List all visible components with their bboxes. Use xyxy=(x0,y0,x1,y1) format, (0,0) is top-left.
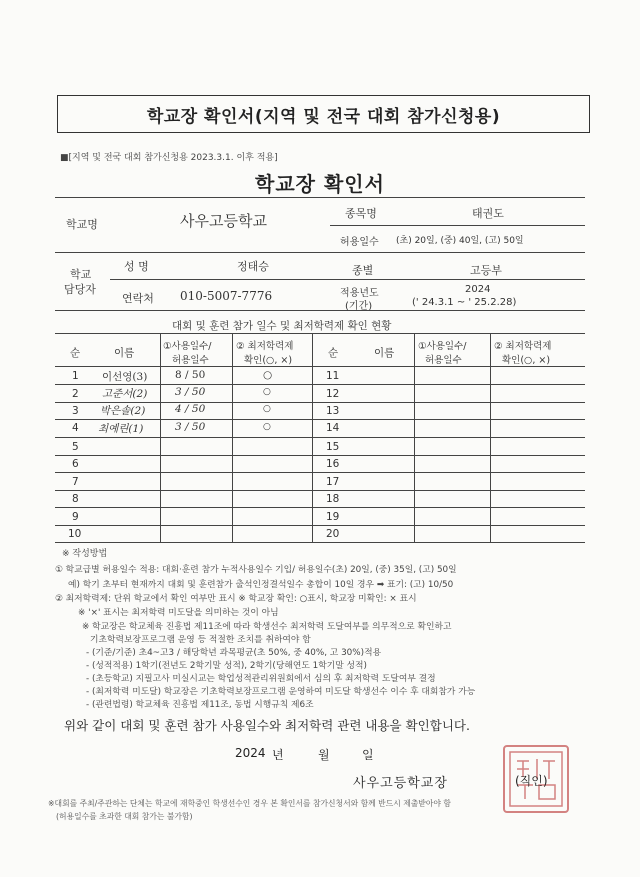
header-check: 확인(○, ×) xyxy=(244,355,293,366)
note-line: 기초학력보장프로그램 운영 등 적절한 조치를 취하여야 함 xyxy=(90,635,311,645)
row-divider xyxy=(55,507,585,508)
school-name: 사우고등학교 xyxy=(180,212,267,230)
division-value: 고등부 xyxy=(470,264,502,277)
manager-label: 학교 xyxy=(70,268,92,281)
row-divider xyxy=(55,472,585,473)
date-month-label: 월 xyxy=(318,748,330,762)
header-no: 순 xyxy=(328,347,339,359)
row-name: 고준서(2) xyxy=(102,388,148,400)
row-no: 13 xyxy=(326,405,340,417)
header-check: 확인(○, ×) xyxy=(502,355,551,366)
application-note: ■[지역 및 전국 대회 참가신청용 2023.3.1. 이후 적용] xyxy=(60,153,278,163)
row-days: 4 / 50 xyxy=(175,403,206,415)
table-caption: 대회 및 훈련 참가 일수 및 최저학력제 확인 현황 xyxy=(172,320,392,332)
row-no: 8 xyxy=(72,493,79,505)
row-name: 최예린(1) xyxy=(98,423,144,435)
row-no: 11 xyxy=(326,370,340,382)
row-no: 12 xyxy=(326,388,340,400)
info-divider xyxy=(55,252,585,253)
row-divider xyxy=(55,455,585,456)
table-bottom-border xyxy=(55,542,585,543)
row-check: ○ xyxy=(263,404,271,414)
date-year-label: 년 xyxy=(272,748,284,762)
table-header-border xyxy=(55,366,585,367)
row-divider xyxy=(55,490,585,491)
row-divider xyxy=(55,384,585,385)
info-bottom-border xyxy=(55,310,585,311)
header-no: 순 xyxy=(70,347,81,359)
footer-note: (허용일수를 초과한 대회 참가는 불가함) xyxy=(56,812,193,821)
document-top-title: 학교장 확인서(지역 및 전국 대회 참가신청용) xyxy=(57,95,590,133)
row-no: 2 xyxy=(72,388,79,400)
allowed-days-value: (초) 20일, (중) 40일, (고) 50일 xyxy=(396,236,524,246)
table-top-border xyxy=(55,333,585,334)
note-line: - (관련법령) 학교체육 진흥법 제11조, 동법 시행규칙 제6조 xyxy=(86,700,314,710)
row-no: 18 xyxy=(326,493,340,505)
row-no: 5 xyxy=(72,441,79,453)
row-check: ○ xyxy=(263,422,271,432)
row-no: 17 xyxy=(326,476,340,488)
note-line: 예) 학기 초부터 현재까지 대회 및 훈련참가 출석인정결석일수 총합이 10일 경우 ➡ 표기: (고) 10/50 xyxy=(68,580,454,590)
header-name: 이름 xyxy=(114,347,135,359)
event-label: 종목명 xyxy=(345,207,377,220)
year-value: 2024 xyxy=(465,284,491,295)
header-days: ①사용일수/ xyxy=(163,341,212,352)
note-line: - (초등학교) 지필고사 미실시교는 학업성적관리위원회에서 심의 후 최저학력 도달여부 결정 xyxy=(86,674,436,684)
info-divider xyxy=(330,225,585,226)
row-days: 3 / 50 xyxy=(175,421,206,433)
footer-note: ※대회를 주최/주관하는 단체는 학교에 재학중인 학생선수인 경우 본 확인서를 참가신청서와 함께 반드시 제출받아야 함 xyxy=(48,799,451,808)
row-divider xyxy=(55,525,585,526)
confirmation-statement: 위와 같이 대회 및 훈련 참가 사용일수와 최저학력 관련 내용을 확인합니다. xyxy=(64,718,470,733)
row-no: 1 xyxy=(72,370,79,382)
row-no: 6 xyxy=(72,458,79,470)
row-no: 10 xyxy=(68,528,82,540)
row-no: 7 xyxy=(72,476,79,488)
note-line: - (성적적용) 1학기(전년도 2학기말 성적), 2학기(당해연도 1학기말 성적) xyxy=(86,661,367,671)
row-check: ○ xyxy=(263,369,273,381)
main-title: 학교장 확인서 xyxy=(255,172,385,196)
row-name: 박은솔(2) xyxy=(100,405,146,417)
period-label: (기간) xyxy=(345,301,373,312)
school-label: 학교명 xyxy=(66,218,98,231)
period-value: (' 24.3.1 ~ ' 25.2.28) xyxy=(412,297,517,308)
year-label: 적용년도 xyxy=(340,288,379,299)
seal-label: (직인) xyxy=(515,774,548,788)
allowed-days-label: 허용일수 xyxy=(340,237,379,248)
header-name: 이름 xyxy=(374,347,395,359)
contact-value: 010-5007-7776 xyxy=(180,289,273,303)
header-days: 허용일수 xyxy=(425,355,462,366)
date-day-label: 일 xyxy=(362,748,374,762)
row-no: 4 xyxy=(72,422,79,434)
row-no: 20 xyxy=(326,528,340,540)
header-days: ①사용일수/ xyxy=(418,341,467,352)
notes-heading: ※ 작성방법 xyxy=(62,549,108,559)
row-days: 8 / 50 xyxy=(175,369,206,381)
date-year: 2024 xyxy=(235,746,266,760)
note-line: ② 최저학력제: 단위 학교에서 확인 여부만 표시 ※ 학교장 확인: ○표시, 학교장 미확인: × 표시 xyxy=(55,594,417,604)
info-top-border xyxy=(55,197,585,198)
row-no: 9 xyxy=(72,511,79,523)
manager-name: 정태승 xyxy=(237,260,269,273)
row-divider xyxy=(55,437,585,438)
note-line: - (기준/기준) 초4~고3 / 해당학년 과목평균(초 50%, 중 40%, 고 30%)적용 xyxy=(86,648,382,658)
row-no: 3 xyxy=(72,405,79,417)
header-check: ② 최저학력제 xyxy=(236,341,294,352)
contact-label: 연락처 xyxy=(122,292,154,305)
event-value: 태권도 xyxy=(472,207,504,220)
row-no: 14 xyxy=(326,422,340,434)
manager-label: 담당자 xyxy=(64,283,96,296)
row-no: 16 xyxy=(326,458,340,470)
principal-name: 사우고등학교장 xyxy=(353,776,448,791)
header-check: ② 최저학력제 xyxy=(494,341,552,352)
note-line: - (최저학력 미도달) 학교장은 기초학력보장프로그램 운영하여 미도달 학생선수 이수 후 대회참가 가능 xyxy=(86,687,476,697)
row-check: ○ xyxy=(263,387,271,397)
name-label: 성 명 xyxy=(124,260,149,273)
row-days: 3 / 50 xyxy=(175,386,206,398)
row-divider xyxy=(55,419,585,420)
row-no: 19 xyxy=(326,511,340,523)
info-divider xyxy=(110,279,585,280)
header-days: 허용일수 xyxy=(172,355,209,366)
note-line: ① 학교급별 허용일수 적용: 대회·훈련 참가 누적사용일수 기입/ 허용일수(초) 20일, (중) 35일, (고) 50일 xyxy=(55,565,457,575)
row-name: 이선영(3) xyxy=(102,371,148,383)
note-line: ※ 학교장은 학교체육 진흥법 제11조에 따라 학생선수 최저학력 도달여부를 의무적으로 확인하고 xyxy=(82,622,452,632)
row-no: 15 xyxy=(326,441,340,453)
division-label: 종별 xyxy=(352,264,374,277)
note-line: ※ '×' 표시는 최저학력 미도달을 의미하는 것이 아님 xyxy=(78,608,279,618)
